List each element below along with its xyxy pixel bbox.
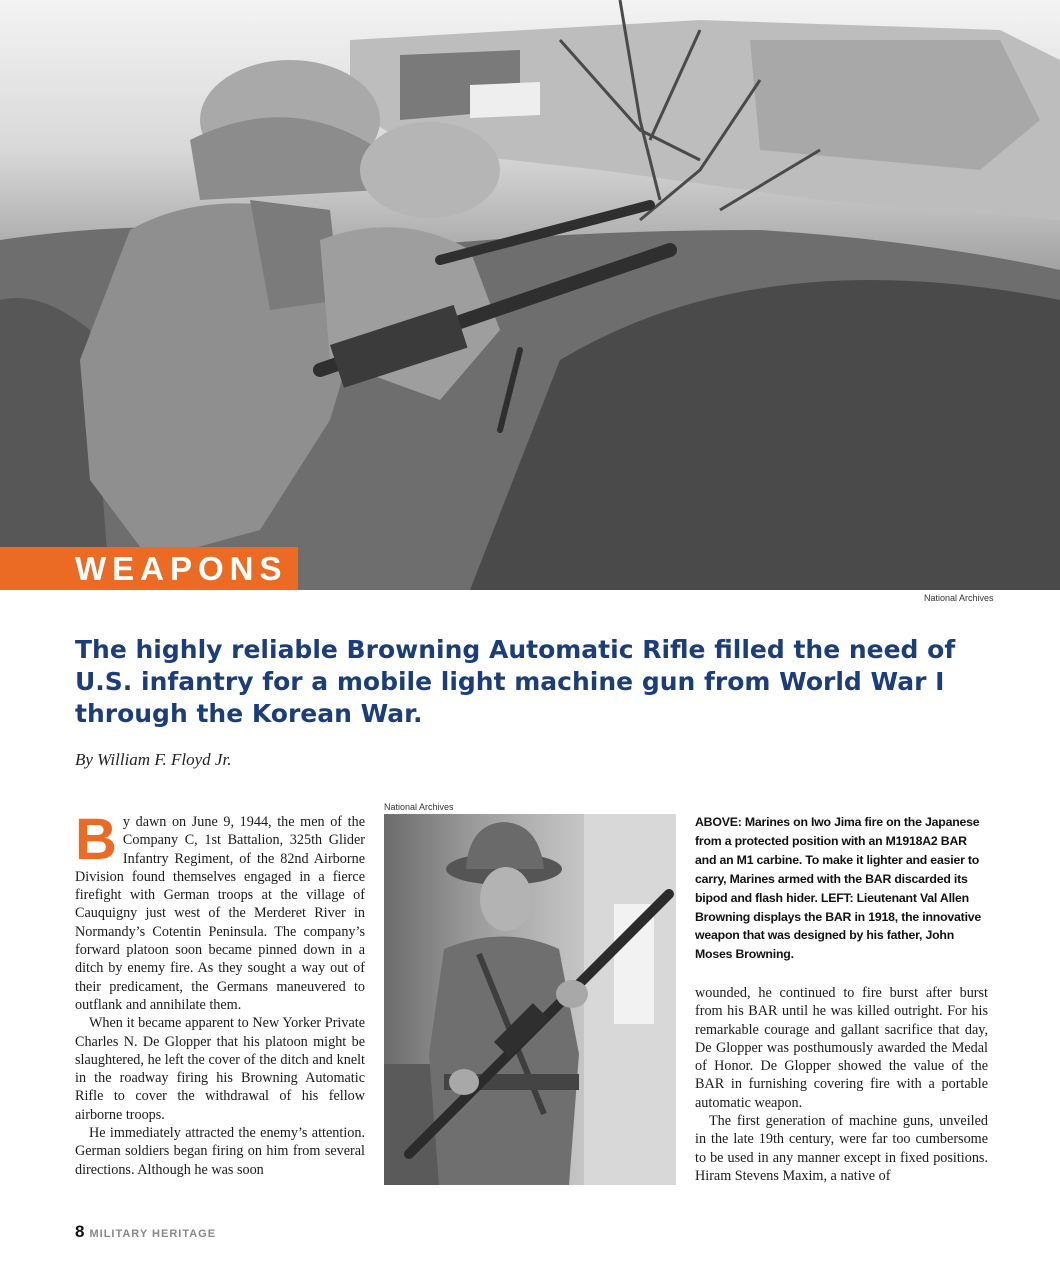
paragraph-text: y dawn on June 9, 1944, the men of the Company C, 1st Battalion, 325th Glider Infantry Regiment, of the 82nd Airborne Division found themselves engaged in a fierce firefight with German troops at the village of Cauquigny just west of the Merderet River in Normandy’s Cotentin Peninsula. The company’s forward platoon soon became pinned down in a ditch by enemy fire. As they sought a way out of their predicament, the Germans maneuvered to outflank and annihilate them.: [75, 814, 365, 1013]
hero-photo-illustration: [0, 0, 1060, 590]
body-paragraph: [75, 807, 365, 1014]
body-column-1: [75, 807, 365, 1179]
page-footer: [75, 1222, 216, 1242]
drop-cap: B: [75, 807, 117, 872]
inset-photo: [384, 814, 676, 1185]
page-number: 8: [75, 1222, 85, 1241]
body-paragraph: When it became apparent to New Yorker Private Charles N. De Glopper that his platoon might be slaughtered, he left the cover of the ditch and knelt in the roadway firing his Browning Automatic Rifle to cover the withdrawal of his fellow airborne troops.: [75, 1015, 365, 1123]
magazine-name: MILITARY HERITAGE: [89, 1228, 217, 1240]
byline: By William F. Floyd Jr.: [75, 750, 232, 769]
hero-photo-credit: National Archives: [924, 593, 994, 603]
body-paragraph: The first generation of machine guns, unveiled in the late 19th century, were far too cumbersome to be used in any manner except in fixed positions. Hiram Stevens Maxim, a native of: [695, 1113, 988, 1184]
section-tag: WEAPONS: [0, 547, 298, 590]
inset-photo-illustration: [384, 814, 676, 1185]
hero-photo: [0, 0, 1060, 590]
inset-photo-credit: National Archives: [384, 802, 454, 812]
photo-caption: ABOVE: Marines on Iwo Jima fire on the Japanese from a protected position with an M1918A2 BAR and an M1 carbine. To make it lighter and easier to carry, Marines armed with the BAR discarded its bipod and flash hider. LEFT: Lieutenant Val Allen Browning displays the BAR in 1918, the innovative weapon that was designed by his father, John Moses Browning.: [695, 815, 982, 962]
body-paragraph: He immediately attracted the enemy’s attention. German soldiers began firing on him from several directions. Although he was soon: [75, 1125, 365, 1178]
body-paragraph: wounded, he continued to fire burst after burst from his BAR until he was killed outright. For his remarkable courage and gallant sacrifice that day, De Glopper was posthumously awarded the Medal of Honor. De Glopper showed the value of the BAR in furnishing covering fire with a portable automatic weapon.: [695, 985, 988, 1111]
article-deck: The highly reliable Browning Automatic Rifle filled the need of U.S. infantry for a mobile light machine gun from World War I through the Korean War.: [75, 635, 956, 728]
body-column-3: [695, 984, 988, 1185]
